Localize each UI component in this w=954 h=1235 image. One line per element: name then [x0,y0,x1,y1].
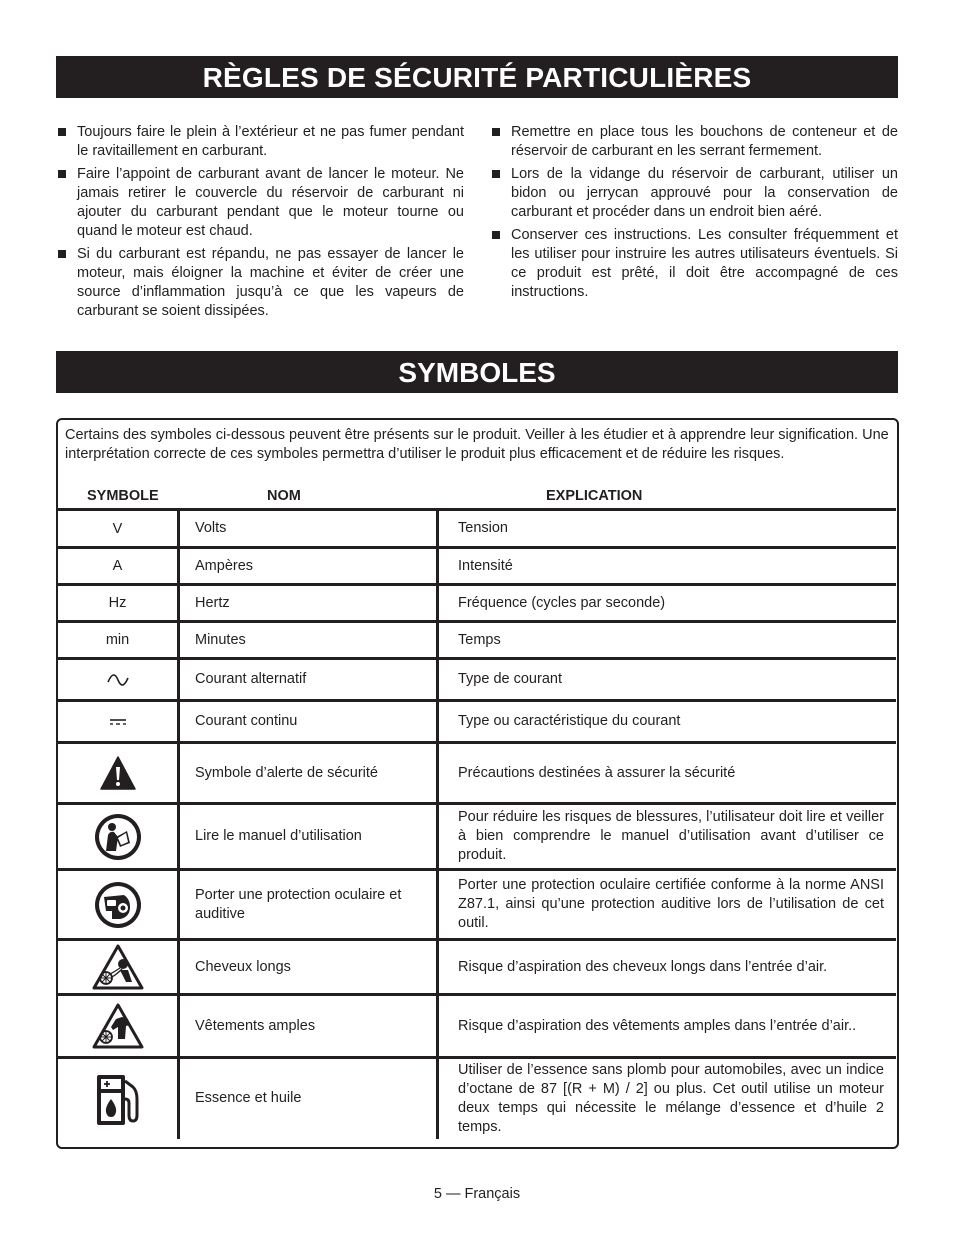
page-footer: 5 — Français [433,1186,521,1202]
header-name: NOM [267,488,301,504]
symbols-table [58,508,896,1139]
table-row [58,1058,896,1139]
bullet-square-icon [58,170,66,178]
symbol-cell: min [58,622,179,659]
table-row [58,870,896,940]
name-cell: Vêtements amples [179,995,438,1058]
list-item: Conserver ces instructions. Les consulter fréquemment et les utiliser pour instruire les autres utilisateurs éventuels. Si ce produit est prêté, il doit être accompagné de ces instructions. [492,226,898,302]
explanation-cell: Porter une protection oculaire certifiée conforme à la norme ANSI Z87.1, ainsi qu’une protection auditive lors de l’utilisation de cet outil. [438,870,897,940]
bullet-square-icon [492,128,500,136]
table-row [58,622,896,659]
explanation-cell: Tension [438,510,897,548]
explanation-cell: Fréquence (cycles par seconde) [438,585,897,622]
name-cell: Porter une protection oculaire et auditive [179,870,438,940]
direct-current-icon [109,718,127,726]
explanation-cell: Utiliser de l’essence sans plomb pour automobiles, avec un indice d’octane de 87 [(R + M) / 2] ou plus. Cet outil utilise un moteur deux temps qui nécessite le mélange d’essence et d’huile 2 temps. [438,1058,897,1139]
table-row [58,804,896,870]
bullet-square-icon [492,170,500,178]
name-cell: Essence et huile [179,1058,438,1139]
symbol-cell [58,995,179,1058]
table-row [58,659,896,701]
name-cell: Lire le manuel d’utilisation [179,804,438,870]
symbol-cell: Hz [58,585,179,622]
name-cell: Hertz [179,585,438,622]
symbol-cell [58,659,179,701]
explanation-cell: Pour réduire les risques de blessures, l’utilisateur doit lire et veiller à bien comprendre le manuel d’utilisation avant d’utiliser ce produit. [438,804,897,870]
safety-rules-right-column [492,123,898,306]
table-row [58,585,896,622]
bullet-square-icon [58,250,66,258]
name-cell: Courant alternatif [179,659,438,701]
explanation-cell: Risque d’aspiration des cheveux longs dans l’entrée d’air. [438,940,897,995]
symbol-cell [58,940,179,995]
eye-ear-protection-icon [94,881,142,929]
loose-clothing-icon [92,1003,144,1049]
symbol-cell [58,804,179,870]
explanation-cell: Type de courant [438,659,897,701]
header-symbol: SYMBOLE [87,488,159,504]
safety-alert-icon [100,756,136,790]
safety-rules-left-column [58,123,464,325]
symbols-title: SYMBOLES [56,351,898,393]
symbol-cell [58,870,179,940]
name-cell: Ampères [179,548,438,585]
name-cell: Courant continu [179,701,438,743]
list-item: Faire l’appoint de carburant avant de lancer le moteur. Ne jamais retirer le couvercle du réservoir de carburant ni ajouter du carburant pendant que le moteur tourne ou quand le moteur est chaud. [58,165,464,241]
long-hair-icon [92,944,144,990]
explanation-cell: Intensité [438,548,897,585]
explanation-cell: Risque d’aspiration des vêtements amples dans l’entrée d’air.. [438,995,897,1058]
safety-rules-title: RÈGLES DE SÉCURITÉ PARTICULIÈRES [56,56,898,98]
list-item: Toujours faire le plein à l’extérieur et ne pas fumer pendant le ravitaillement en carburant. [58,123,464,161]
explanation-cell: Type ou caractéristique du courant [438,701,897,743]
symbol-cell [58,701,179,743]
table-row [58,995,896,1058]
list-item: Si du carburant est répandu, ne pas essayer de lancer le moteur, mais éloigner la machine et éviter de créer une source d’inflammation jusqu’à ce que les vapeurs de carburant se soient dissipées. [58,245,464,321]
symbol-cell [58,743,179,804]
alternating-current-icon [106,673,130,687]
symbol-cell: V [58,510,179,548]
fuel-oil-icon [91,1071,145,1127]
table-row [58,743,896,804]
symbol-cell: A [58,548,179,585]
explanation-cell: Temps [438,622,897,659]
bullet-square-icon [58,128,66,136]
symbol-cell [58,1058,179,1139]
table-row [58,510,896,548]
bullet-square-icon [492,231,500,239]
symbols-intro: Certains des symboles ci-dessous peuvent être présents sur le produit. Veiller à les étudier et à apprendre leur signification. Une interprétation correcte de ces symboles permettra d’utiliser le produit plus efficacement et de réduire les risques. [65,427,889,462]
name-cell: Cheveux longs [179,940,438,995]
name-cell: Symbole d’alerte de sécurité [179,743,438,804]
explanation-cell: Précautions destinées à assurer la sécurité [438,743,897,804]
name-cell: Minutes [179,622,438,659]
read-manual-icon [94,813,142,861]
name-cell: Volts [179,510,438,548]
table-row [58,940,896,995]
list-item: Remettre en place tous les bouchons de conteneur et de réservoir de carburant en les serrant fermement. [492,123,898,161]
list-item: Lors de la vidange du réservoir de carburant, utiliser un bidon ou jerrycan approuvé pour la conservation de carburant et procéder dans un endroit bien aéré. [492,165,898,222]
table-row [58,548,896,585]
header-explanation: EXPLICATION [546,488,643,504]
table-row [58,701,896,743]
